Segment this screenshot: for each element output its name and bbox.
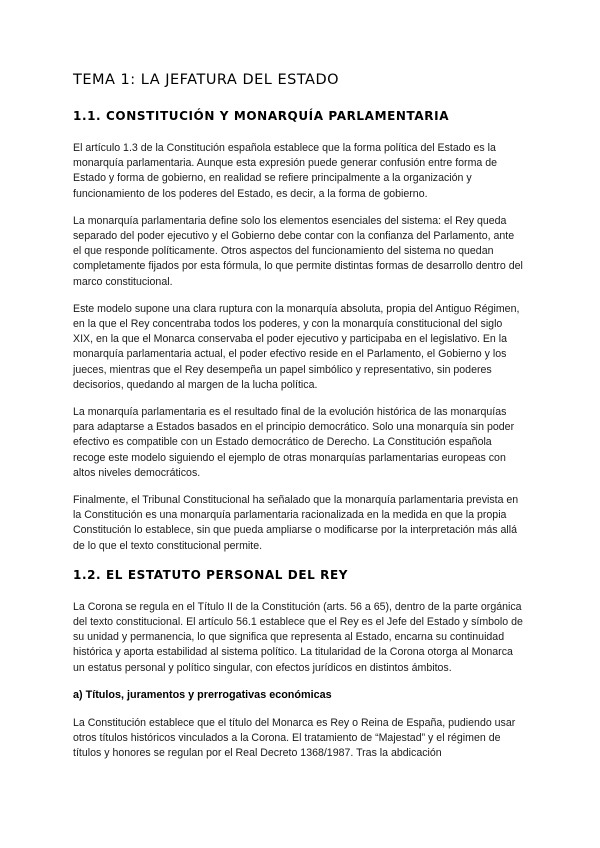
paragraph: El artículo 1.3 de la Constitución española establece que la forma política del Estado es la monarquía parlamentaria. Aunque esta expresión puede generar confusión entre forma de Estado y forma de gobierno, en realidad se refiere principalmente a la organización y funcionamiento de los poderes del Estado, es decir, a la forma de gobierno. — [73, 142, 498, 200]
paragraph: La monarquía parlamentaria define solo los elementos esenciales del sistema: el Rey queda separado del poder ejecutivo y el Gobierno debe contar con la confianza del Parlamento, ante el que responde políticamente. Otros aspectos del funcionamiento del sistema no quedan completamente fijados por esta fórmula, lo que permite distintas formas de desarrollo dentro del marco constitucional. — [73, 214, 523, 288]
subsection-heading-a: a) Títulos, juramentos y prerrogativas económicas — [73, 688, 332, 701]
section-heading-1-1: 1.1. CONSTITUCIÓN Y MONARQUÍA PARLAMENTARIA — [73, 109, 450, 123]
paragraph: Este modelo supone una clara ruptura con la monarquía absoluta, propia del Antiguo Régimen, en la que el Rey concentraba todos los poderes, y con la monarquía constitucional del siglo XIX, en la que el Monarca conservaba el poder ejecutivo y participaba en el legislativo. En la monarquía parlamentaria actual, el poder efectivo reside en el Parlamento, el Gobierno y los jueces, mientras que el Rey desempeña un papel simbólico y representativo, sin poderes decisorios, quedando al margen de la lucha política. — [73, 302, 520, 391]
document-title: TEMA 1: LA JEFATURA DEL ESTADO — [73, 72, 340, 88]
paragraph: La Constitución establece que el título del Monarca es Rey o Reina de España, pudiendo usar otros títulos históricos vinculados a la Corona. El tratamiento de “Majestad” y el régimen de títulos y honores se regulan por el Real Decreto 1368/1987. Tras la abdicación — [73, 716, 516, 760]
section-heading-1-2: 1.2. EL ESTATUTO PERSONAL DEL REY — [73, 567, 349, 582]
document-content — [73, 70, 525, 774]
paragraph: La Corona se regula en el Título II de la Constitución (arts. 56 a 65), dentro de la parte orgánica del texto constitucional. El artículo 56.1 establece que el Rey es el Jefe del Estado y símbolo de su unidad y permanencia, lo que significa que representa al Estado, encarna su continuidad histórica y aporta estabilidad al sistema político. La titularidad de la Corona otorga al Monarca un estatus personal y político singular, con efectos jurídicos en distintos ámbitos. — [73, 600, 523, 674]
paragraph: Finalmente, el Tribunal Constitucional ha señalado que la monarquía parlamentaria prevista en la Constitución es una monarquía parlamentaria racionalizada en la medida en que la propia Constitución lo establece, sin que pueda ampliarse o modificarse por la interpretación más allá de lo que el texto constitucional permite. — [73, 494, 519, 552]
paragraph: La monarquía parlamentaria es el resultado final de la evolución histórica de las monarquías para adaptarse a Estados basados en el principio democrático. Solo una monarquía sin poder efectivo es compatible con un Estado democrático de Derecho. La Constitución española recoge este modelo siguiendo el ejemplo de otras monarquías parlamentarias europeas con altos niveles democráticos. — [73, 406, 515, 479]
